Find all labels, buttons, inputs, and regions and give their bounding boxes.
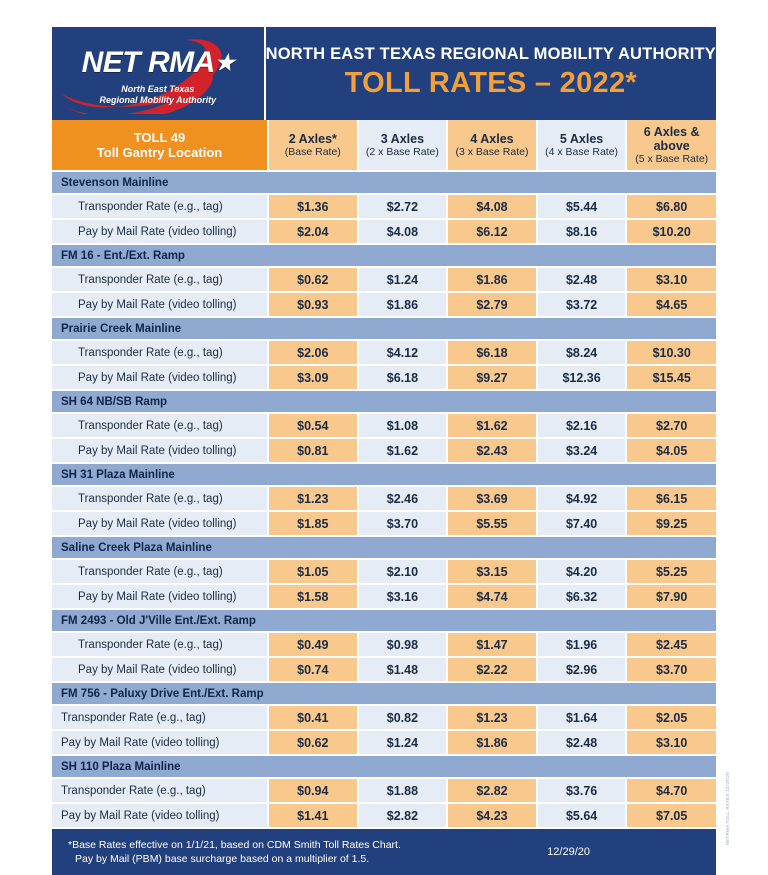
section-name: FM 16 - Ent./Ext. Ramp bbox=[52, 244, 716, 267]
rate-cell: $4.92 bbox=[537, 486, 627, 511]
rate-type-label: Pay by Mail Rate (video tolling) bbox=[52, 657, 268, 682]
column-header-6-axles-multiplier: (5 x Base Rate) bbox=[635, 152, 709, 165]
rate-cell: $3.24 bbox=[537, 438, 627, 463]
rate-type-label: Transponder Rate (e.g., tag) bbox=[52, 486, 268, 511]
rate-type-label: Pay by Mail Rate (video tolling) bbox=[52, 438, 268, 463]
table-row bbox=[52, 267, 716, 292]
column-header-6-axles bbox=[626, 120, 716, 171]
column-header-2-axles bbox=[268, 120, 358, 171]
table-row bbox=[52, 194, 716, 219]
table-row bbox=[52, 559, 716, 584]
rate-cell: $1.24 bbox=[358, 730, 448, 755]
section-header-row bbox=[52, 390, 716, 413]
rate-cell: $3.70 bbox=[358, 511, 448, 536]
column-header-row bbox=[52, 120, 716, 171]
rate-cell: $1.48 bbox=[358, 657, 448, 682]
table-row bbox=[52, 730, 716, 755]
page-title: TOLL RATES – 2022* bbox=[344, 67, 637, 99]
footnote-line1: *Base Rates effective on 1/1/21, based on CDM Smith Toll Rates Chart. bbox=[68, 839, 401, 851]
rate-type-label: Pay by Mail Rate (video tolling) bbox=[52, 803, 268, 828]
rate-cell: $5.55 bbox=[447, 511, 537, 536]
rate-cell: $12.36 bbox=[537, 365, 627, 390]
section-header-row bbox=[52, 171, 716, 194]
rate-cell: $0.62 bbox=[268, 730, 358, 755]
rate-cell: $2.70 bbox=[626, 413, 716, 438]
rate-cell: $0.49 bbox=[268, 632, 358, 657]
logo-tagline bbox=[58, 84, 258, 106]
column-header-location bbox=[52, 120, 268, 171]
section-name: Stevenson Mainline bbox=[52, 171, 716, 194]
rate-cell: $5.44 bbox=[537, 194, 627, 219]
rate-cell: $2.05 bbox=[626, 705, 716, 730]
rate-cell: $0.94 bbox=[268, 778, 358, 803]
rate-type-label: Pay by Mail Rate (video tolling) bbox=[52, 584, 268, 609]
rate-cell: $3.69 bbox=[447, 486, 537, 511]
rate-type-label: Transponder Rate (e.g., tag) bbox=[52, 559, 268, 584]
rate-type-label: Transponder Rate (e.g., tag) bbox=[52, 194, 268, 219]
rate-cell: $2.45 bbox=[626, 632, 716, 657]
rate-cell: $1.62 bbox=[447, 413, 537, 438]
rate-cell: $0.81 bbox=[268, 438, 358, 463]
rate-type-label: Pay by Mail Rate (video tolling) bbox=[52, 292, 268, 317]
rate-cell: $0.41 bbox=[268, 705, 358, 730]
rate-cell: $1.23 bbox=[447, 705, 537, 730]
sheet-header bbox=[52, 27, 716, 120]
rate-cell: $9.27 bbox=[447, 365, 537, 390]
rate-cell: $0.98 bbox=[358, 632, 448, 657]
rate-cell: $2.22 bbox=[447, 657, 537, 682]
rate-type-label: Pay by Mail Rate (video tolling) bbox=[52, 730, 268, 755]
rate-cell: $3.10 bbox=[626, 267, 716, 292]
table-body bbox=[52, 171, 716, 828]
rate-cell: $1.41 bbox=[268, 803, 358, 828]
table-row bbox=[52, 486, 716, 511]
rate-cell: $9.25 bbox=[626, 511, 716, 536]
rate-cell: $1.96 bbox=[537, 632, 627, 657]
rate-cell: $2.04 bbox=[268, 219, 358, 244]
rate-cell: $4.23 bbox=[447, 803, 537, 828]
header-title-block bbox=[266, 27, 716, 120]
table-row bbox=[52, 413, 716, 438]
table-row bbox=[52, 705, 716, 730]
rate-cell: $1.08 bbox=[358, 413, 448, 438]
section-name: SH 31 Plaza Mainline bbox=[52, 463, 716, 486]
rate-cell: $8.24 bbox=[537, 340, 627, 365]
rate-cell: $1.58 bbox=[268, 584, 358, 609]
rate-cell: $2.96 bbox=[537, 657, 627, 682]
column-header-5-axles-name: 5 Axles bbox=[559, 131, 604, 146]
table-row bbox=[52, 584, 716, 609]
rate-cell: $15.45 bbox=[626, 365, 716, 390]
rate-type-label: Transponder Rate (e.g., tag) bbox=[52, 705, 268, 730]
rate-type-label: Transponder Rate (e.g., tag) bbox=[52, 267, 268, 292]
rate-cell: $6.32 bbox=[537, 584, 627, 609]
rate-cell: $4.12 bbox=[358, 340, 448, 365]
table-row bbox=[52, 511, 716, 536]
table-row bbox=[52, 632, 716, 657]
rate-cell: $1.47 bbox=[447, 632, 537, 657]
table-row bbox=[52, 438, 716, 463]
section-header-row bbox=[52, 244, 716, 267]
section-name: FM 756 - Paluxy Drive Ent./Ext. Ramp bbox=[52, 682, 716, 705]
rate-cell: $2.48 bbox=[537, 267, 627, 292]
rate-cell: $6.15 bbox=[626, 486, 716, 511]
rate-cell: $1.24 bbox=[358, 267, 448, 292]
rate-cell: $1.85 bbox=[268, 511, 358, 536]
rate-cell: $4.08 bbox=[447, 194, 537, 219]
rate-cell: $6.18 bbox=[358, 365, 448, 390]
rate-cell: $2.46 bbox=[358, 486, 448, 511]
section-name: SH 110 Plaza Mainline bbox=[52, 755, 716, 778]
rate-cell: $3.76 bbox=[537, 778, 627, 803]
rate-cell: $0.62 bbox=[268, 267, 358, 292]
rate-cell: $2.43 bbox=[447, 438, 537, 463]
rate-cell: $2.72 bbox=[358, 194, 448, 219]
section-header-row bbox=[52, 317, 716, 340]
column-header-location-line2: Toll Gantry Location bbox=[96, 145, 223, 160]
rate-cell: $3.16 bbox=[358, 584, 448, 609]
agency-name: NORTH EAST TEXAS REGIONAL MOBILITY AUTHORITY bbox=[265, 45, 716, 63]
rate-cell: $1.62 bbox=[358, 438, 448, 463]
rate-cell: $5.64 bbox=[537, 803, 627, 828]
table-row bbox=[52, 292, 716, 317]
table-header bbox=[52, 120, 716, 171]
table-row bbox=[52, 778, 716, 803]
rate-cell: $3.72 bbox=[537, 292, 627, 317]
rate-cell: $0.82 bbox=[358, 705, 448, 730]
rate-cell: $2.06 bbox=[268, 340, 358, 365]
table-row bbox=[52, 340, 716, 365]
section-name: Prairie Creek Mainline bbox=[52, 317, 716, 340]
rate-cell: $1.64 bbox=[537, 705, 627, 730]
rate-cell: $4.05 bbox=[626, 438, 716, 463]
column-header-3-axles-multiplier: (2 x Base Rate) bbox=[365, 145, 439, 158]
table-row bbox=[52, 657, 716, 682]
netrma-logo bbox=[52, 27, 266, 120]
section-name: SH 64 NB/SB Ramp bbox=[52, 390, 716, 413]
column-header-5-axles-multiplier: (4 x Base Rate) bbox=[545, 145, 619, 158]
rate-cell: $1.86 bbox=[358, 292, 448, 317]
rate-cell: $1.23 bbox=[268, 486, 358, 511]
rate-cell: $10.30 bbox=[626, 340, 716, 365]
rate-cell: $3.70 bbox=[626, 657, 716, 682]
toll-rates-table bbox=[52, 120, 716, 829]
rate-type-label: Pay by Mail Rate (video tolling) bbox=[52, 219, 268, 244]
rate-type-label: Pay by Mail Rate (video tolling) bbox=[52, 365, 268, 390]
rate-type-label: Transponder Rate (e.g., tag) bbox=[52, 413, 268, 438]
column-header-3-axles bbox=[358, 120, 448, 171]
column-header-5-axles bbox=[537, 120, 627, 171]
table-row bbox=[52, 219, 716, 244]
column-header-location-line1: TOLL 49 bbox=[133, 130, 186, 145]
rate-cell: $4.08 bbox=[358, 219, 448, 244]
rate-cell: $0.54 bbox=[268, 413, 358, 438]
revision-date: 12/29/20 bbox=[547, 846, 590, 858]
rate-cell: $1.05 bbox=[268, 559, 358, 584]
rate-cell: $5.25 bbox=[626, 559, 716, 584]
logo-tagline-line2: Regional Mobility Authority bbox=[99, 94, 217, 105]
rate-type-label: Transponder Rate (e.g., tag) bbox=[52, 778, 268, 803]
rate-cell: $6.12 bbox=[447, 219, 537, 244]
rate-cell: $0.74 bbox=[268, 657, 358, 682]
section-name: Saline Creek Plaza Mainline bbox=[52, 536, 716, 559]
rate-cell: $2.82 bbox=[358, 803, 448, 828]
rate-cell: $6.80 bbox=[626, 194, 716, 219]
table-row bbox=[52, 365, 716, 390]
rate-type-label: Pay by Mail Rate (video tolling) bbox=[52, 511, 268, 536]
rate-cell: $4.20 bbox=[537, 559, 627, 584]
rate-cell: $1.86 bbox=[447, 267, 537, 292]
rate-cell: $4.74 bbox=[447, 584, 537, 609]
column-header-6-axles-name: 6 Axles & above bbox=[643, 124, 700, 153]
column-header-2-axles-name: 2 Axles* bbox=[288, 131, 337, 146]
logo-tagline-line1: North East Texas bbox=[121, 83, 195, 94]
table-row bbox=[52, 803, 716, 828]
rate-cell: $1.36 bbox=[268, 194, 358, 219]
rate-cell: $3.15 bbox=[447, 559, 537, 584]
section-name: FM 2493 - Old J'Ville Ent./Ext. Ramp bbox=[52, 609, 716, 632]
star-icon: ★ bbox=[214, 49, 234, 75]
rate-cell: $4.70 bbox=[626, 778, 716, 803]
column-header-4-axles bbox=[447, 120, 537, 171]
footnote bbox=[68, 838, 547, 866]
footnote-line2: Pay by Mail (PBM) base surcharge based on a multiplier of 1.5. bbox=[75, 853, 370, 865]
rate-cell: $7.40 bbox=[537, 511, 627, 536]
section-header-row bbox=[52, 682, 716, 705]
rate-cell: $8.16 bbox=[537, 219, 627, 244]
section-header-row bbox=[52, 463, 716, 486]
print-code: NETRMA TOLL RATES 12/29/20 bbox=[725, 771, 730, 845]
rate-cell: $2.82 bbox=[447, 778, 537, 803]
rate-cell: $7.90 bbox=[626, 584, 716, 609]
sheet-footer bbox=[52, 829, 716, 875]
rate-cell: $2.48 bbox=[537, 730, 627, 755]
rate-cell: $3.09 bbox=[268, 365, 358, 390]
column-header-4-axles-multiplier: (3 x Base Rate) bbox=[455, 145, 529, 158]
rate-cell: $2.79 bbox=[447, 292, 537, 317]
rate-cell: $4.65 bbox=[626, 292, 716, 317]
rate-cell: $10.20 bbox=[626, 219, 716, 244]
rate-cell: $6.18 bbox=[447, 340, 537, 365]
rate-cell: $7.05 bbox=[626, 803, 716, 828]
column-header-3-axles-name: 3 Axles bbox=[380, 131, 425, 146]
toll-rates-sheet bbox=[52, 27, 730, 875]
rate-cell: $3.10 bbox=[626, 730, 716, 755]
section-header-row bbox=[52, 536, 716, 559]
rate-cell: $1.86 bbox=[447, 730, 537, 755]
rate-type-label: Transponder Rate (e.g., tag) bbox=[52, 632, 268, 657]
rate-cell: $2.16 bbox=[537, 413, 627, 438]
rate-type-label: Transponder Rate (e.g., tag) bbox=[52, 340, 268, 365]
rate-cell: $0.93 bbox=[268, 292, 358, 317]
logo-wordmark bbox=[58, 45, 258, 79]
logo-wordmark-text: NET RMA bbox=[81, 45, 215, 79]
column-header-2-axles-multiplier: (Base Rate) bbox=[284, 145, 341, 158]
section-header-row bbox=[52, 609, 716, 632]
rate-cell: $1.88 bbox=[358, 778, 448, 803]
column-header-4-axles-name: 4 Axles bbox=[470, 131, 514, 146]
section-header-row bbox=[52, 755, 716, 778]
rate-cell: $2.10 bbox=[358, 559, 448, 584]
